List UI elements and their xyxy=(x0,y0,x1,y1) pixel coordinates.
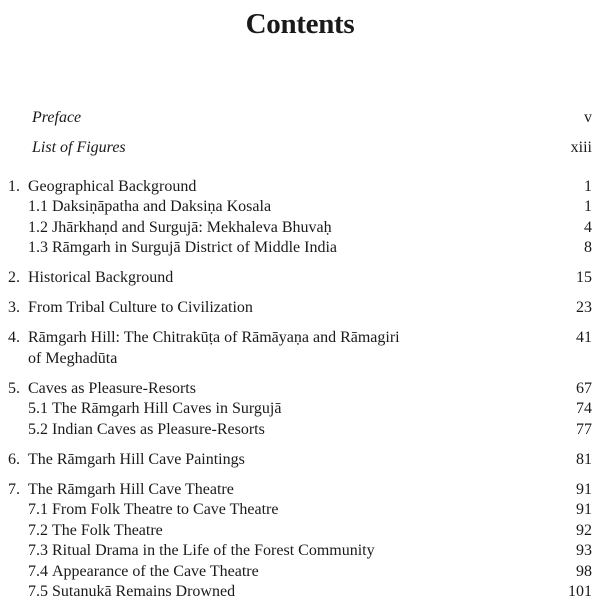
entry-page: 91 xyxy=(576,501,592,518)
entry-label: Historical Background xyxy=(28,269,174,286)
entry-number: 1. xyxy=(8,177,20,195)
entry-number: 7.3 xyxy=(28,542,48,559)
entry-page: 8 xyxy=(584,239,592,256)
toc-chapter-3[interactable] xyxy=(0,298,600,319)
toc-chapter-4-continued[interactable] xyxy=(0,349,600,370)
entry-number: 7.2 xyxy=(28,521,48,539)
entry-label: The Rāmgarh Hill Cave Paintings xyxy=(28,450,245,468)
entry-number: 5. xyxy=(8,379,20,397)
entry-page: 81 xyxy=(576,450,592,468)
entry-page: 93 xyxy=(576,542,592,559)
entry-label: List of Figures xyxy=(32,139,126,156)
entry-label: Geographical Background xyxy=(28,177,197,195)
entry-label: Daksiṇāpatha and Daksiṇa Kosala xyxy=(52,198,272,215)
entry-page: 101 xyxy=(568,583,592,600)
entry-page: 41 xyxy=(576,329,592,346)
entry-label: The Rāmgarh Hill Cave Theatre xyxy=(28,480,234,498)
toc-chapter-2[interactable] xyxy=(0,268,600,289)
entry-page: 23 xyxy=(576,299,592,316)
entry-label: Rāmgarh in Surgujā District of Middle India xyxy=(52,239,337,256)
toc-section-1-2[interactable] xyxy=(0,218,600,239)
entry-label: Indian Caves as Pleasure-Resorts xyxy=(52,420,265,438)
toc-section-7-1[interactable] xyxy=(0,500,600,521)
toc-section-7-4[interactable] xyxy=(0,562,600,583)
entry-label: Sutanukā Remains Drowned xyxy=(52,583,236,600)
entry-label: Appearance of the Cave Theatre xyxy=(52,562,259,580)
entry-number: 7. xyxy=(8,480,20,498)
entry-label: From Tribal Culture to Civilization xyxy=(28,299,253,316)
toc-section-1-3[interactable] xyxy=(0,238,600,259)
entry-page: 1 xyxy=(584,198,592,215)
toc-section-1-1[interactable] xyxy=(0,197,600,218)
toc-entry-preface[interactable] xyxy=(0,108,600,129)
entry-number: 7.1 xyxy=(28,501,48,518)
toc-entry-list-of-figures[interactable] xyxy=(0,138,600,159)
entry-page: 74 xyxy=(576,400,592,417)
entry-label: Rāmgarh Hill: The Chitrakūṭa of Rāmāyaṇa and Rāmagiri xyxy=(28,329,400,346)
entry-number: 6. xyxy=(8,450,20,468)
entry-label-continued: of Meghadūta xyxy=(28,349,118,367)
toc-chapter-7[interactable] xyxy=(0,480,600,501)
entry-page: 77 xyxy=(576,420,592,438)
entry-number: 3. xyxy=(8,299,20,316)
entry-number: 4. xyxy=(8,329,20,346)
toc-section-7-3[interactable] xyxy=(0,541,600,562)
entry-page: 91 xyxy=(576,480,592,498)
table-of-contents xyxy=(0,108,600,603)
entry-number: 1.1 xyxy=(28,198,48,215)
toc-section-7-2[interactable] xyxy=(0,521,600,542)
entry-page: 15 xyxy=(576,269,592,286)
entry-label: The Rāmgarh Hill Caves in Surgujā xyxy=(52,400,282,417)
entry-page: 67 xyxy=(576,379,592,397)
toc-chapter-1[interactable] xyxy=(0,177,600,198)
entry-label: Ritual Drama in the Life of the Forest Community xyxy=(52,542,375,559)
entry-number: 1.2 xyxy=(28,218,48,236)
entry-number: 1.3 xyxy=(28,239,48,256)
entry-label: From Folk Theatre to Cave Theatre xyxy=(52,501,279,518)
entry-label: Preface xyxy=(32,109,82,126)
entry-page: 98 xyxy=(576,562,592,580)
toc-section-7-5[interactable] xyxy=(0,582,600,603)
entry-page: v xyxy=(584,109,592,126)
toc-chapter-6[interactable] xyxy=(0,450,600,471)
entry-number: 5.2 xyxy=(28,420,48,438)
entry-page: 1 xyxy=(584,177,592,195)
entry-number: 5.1 xyxy=(28,400,48,417)
entry-label: Caves as Pleasure-Resorts xyxy=(28,379,196,397)
entry-number: 7.4 xyxy=(28,562,48,580)
page-title: Contents xyxy=(245,8,355,40)
entry-label: The Folk Theatre xyxy=(52,521,163,539)
entry-page: 4 xyxy=(584,218,592,236)
entry-number: 2. xyxy=(8,269,20,286)
entry-page: xiii xyxy=(570,139,592,156)
toc-section-5-2[interactable] xyxy=(0,420,600,441)
toc-section-5-1[interactable] xyxy=(0,399,600,420)
toc-chapter-5[interactable] xyxy=(0,379,600,400)
entry-page: 92 xyxy=(576,521,592,539)
toc-chapter-4[interactable] xyxy=(0,328,600,349)
entry-number: 7.5 xyxy=(28,583,48,600)
entry-label: Jhārkhaṇd and Surgujā: Mekhaleva Bhuvaḥ xyxy=(52,218,332,236)
